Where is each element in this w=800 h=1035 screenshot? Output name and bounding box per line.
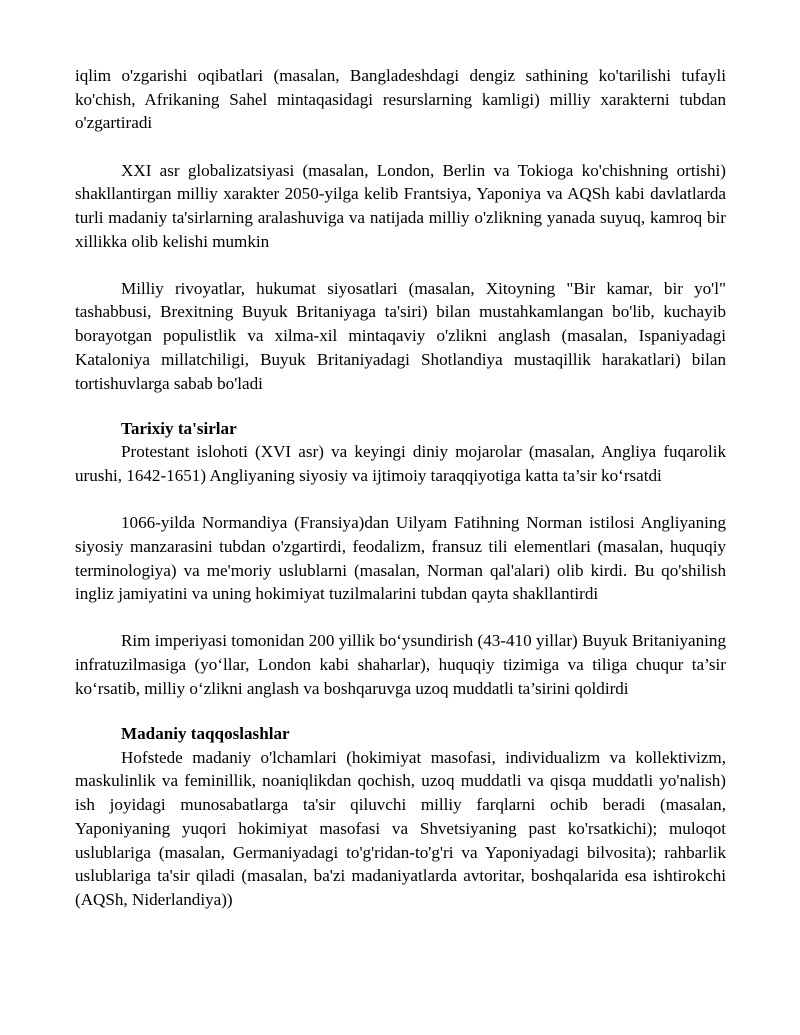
paragraph-spacer	[75, 488, 726, 511]
paragraph-spacer	[75, 395, 726, 417]
paragraph-spacer	[75, 606, 726, 629]
paragraph-spacer	[75, 135, 726, 158]
paragraph-roman-empire: Rim imperiyasi tomonidan 200 yillik bo‘ysundirish (43-410 yillar) Buyuk Britaniyaning infratuzilmasiga (yo‘llar, London kabi shaharlar), huquqiy tizimiga va tiliga chuqur ta’sir ko‘rsatib, milliy o‘zlikni anglash va boshqaruvga uzoq muddatli ta’sirini qoldirdi	[75, 631, 726, 698]
paragraph-national-narratives: Milliy rivoyatlar, hukumat siyosatlari (masalan, Xitoyning "Bir kamar, bir yo'l" tashabbusi, Brexitning Buyuk Britaniyaga ta'siri) bilan mustahkamlangan bo'lib, kuchayib borayotgan populistlik va xilma-xil mintaqaviy o'zlikni anglash (masalan, Ispaniyadagi Kataloniya millatchiligi, Buyuk Britaniyadagi Shotlandiya mustaqillik harakatlari) bilan tortishuvlarga sabab bo'ladi	[75, 278, 726, 393]
heading-cultural-comparisons: Madaniy taqqoslashlar	[121, 724, 290, 744]
paragraph-climate-change: iqlim o'zgarishi oqibatlari (masalan, Bangladeshdagi dengiz sathining ko'tarilishi tufayli ko'chish, Afrikaning Sahel mintaqasidagi resurslarning kamligi) milliy xarakterni tubdan o'zgartiradi	[75, 66, 726, 133]
paragraph-norman-conquest: 1066-yilda Normandiya (Fransiya)dan Uilyam Fatihning Norman istilosi Angliyaning siyosiy manzarasini tubdan o'zgartirdi, feodalizm, fransuz tili elementlari (masalan, huquqiy terminologiya) va me'moriy uslublarni (masalan, Norman qal'alari) olib kirdi. Bu qo'shilish ingliz jamiyatini va uning hokimiyat tuzilmalarini tubdan qayta shakllantirdi	[75, 513, 726, 604]
paragraph-globalization: XXI asr globalizatsiyasi (masalan, London, Berlin va Tokioga ko'chishning ortishi) shakllantirgan milliy xarakter 2050-yilga kelib Frantsiya, Yaponiya va AQSh kabi davlatlarda turli madaniy ta'sirlarning aralashuviga va natijada milliy o'zlikning yanada suyuq, kamroq bir xillikka olib kelishi mumkin	[75, 160, 726, 251]
document-page	[75, 64, 726, 912]
paragraph-spacer	[75, 701, 726, 723]
paragraph-spacer	[75, 253, 726, 276]
paragraph-reformation: Protestant islohoti (XVI asr) va keyingi diniy mojarolar (masalan, Angliya fuqarolik urushi, 1642-1651) Angliyaning siyosiy va ijtimoiy taraqqiyotiga katta ta’sir ko‘rsatdi	[75, 442, 726, 486]
heading-historical-influences: Tarixiy ta'sirlar	[121, 418, 237, 438]
paragraph-hofstede: Hofstede madaniy o'lchamlari (hokimiyat masofasi, individualizm va kollektivizm, maskulinlik va feminillik, noaniqlikdan qochish, uzoq muddatli va qisqa muddatli yo'nalish) ish joyidagi munosabatlarga ta'sir qiluvchi milliy farqlarni ochib beradi (masalan, Yaponiyaning yuqori hokimiyat masofasi va Shvetsiyaning past ko'rsatkichi); muloqot uslublariga (masalan, Germaniyadagi to'g'ridan-to'g'ri va Yaponiyadagi bilvosita); rahbarlik uslublariga ta'sir qiladi (masalan, ba'zi madaniyatlarda avtoritar, boshqalarida esa ishtirokchi (AQSh, Niderlandiya))	[75, 747, 726, 909]
